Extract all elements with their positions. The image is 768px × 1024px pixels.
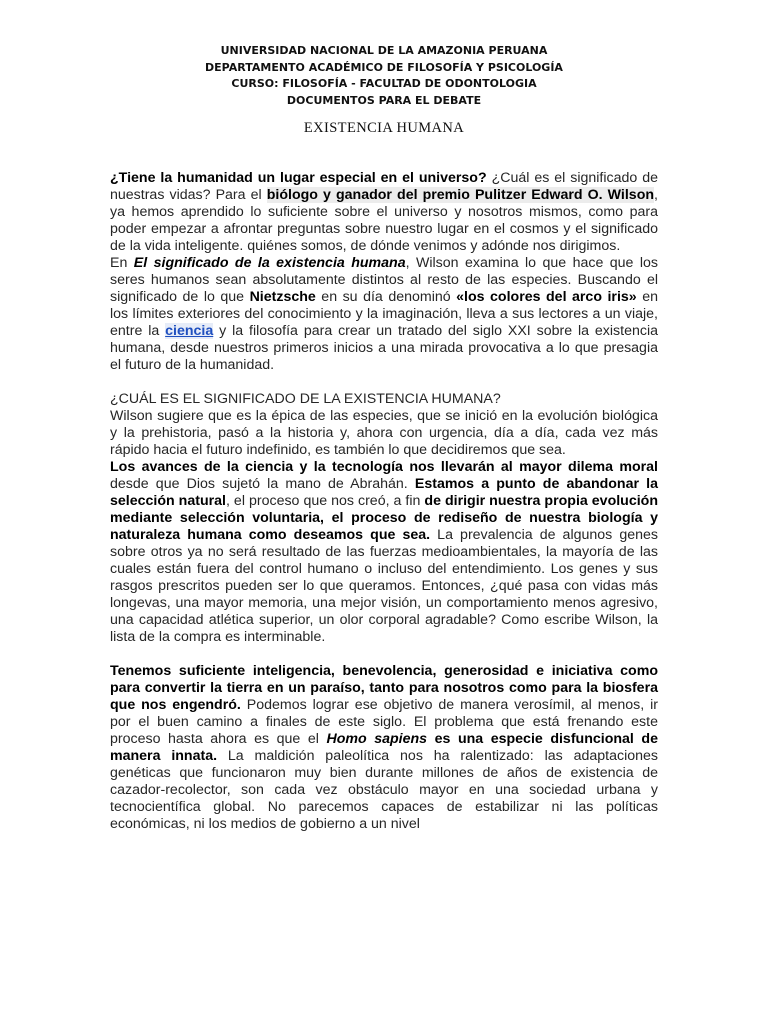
p5-bold-c: de dirigir nuestra propia evolución mediante selección voluntaria, el proceso de rediseño de nuestra biología y naturaleza humana como deseamos que sea. xyxy=(110,493,659,543)
header-university: UNIVERSIDAD NACIONAL DE LA AMAZONIA PERUANA xyxy=(220,44,548,57)
p2-text-d: en los límites exteriores del conocimiento y la imaginación, lleva a sus lectores a un viaje, entre la xyxy=(110,289,658,339)
p2-text-e: y la filosofía para crear un tratado del siglo XXI sobre la existencia humana, desde nuestros primeros inicios a una mirada provocativa a lo que presagia el futuro de la humanidad. xyxy=(110,323,658,373)
paragraph-2 xyxy=(110,255,658,374)
document-body xyxy=(110,170,658,833)
paragraph-4: Wilson sugiere que es la épica de las especies, que se inició en la evolución biológica y la prehistoria, pasó a la historia y, ahora con urgencia, día a día, cada vez más rápido hacia el futuro indefinido, es también lo que decidiremos que sea. xyxy=(110,408,658,458)
section-heading: ¿CUÁL ES EL SIGNIFICADO DE LA EXISTENCIA HUMANA? xyxy=(110,391,501,407)
p5-bold-a: Los avances de la ciencia y la tecnología nos llevarán al mayor dilema moral xyxy=(110,459,658,475)
p1-question: ¿Tiene la humanidad un lugar especial en el universo? xyxy=(110,170,487,186)
paragraph-1 xyxy=(110,170,658,255)
p2-nietzsche: Nietzsche xyxy=(249,289,316,305)
p1-author: biólogo y ganador del premio Pulitzer Edward O. Wilson xyxy=(266,187,655,203)
paragraph-5 xyxy=(110,459,658,646)
header-department: DEPARTAMENTO ACADÉMICO DE FILOSOFÍA Y PSICOLOGÍA xyxy=(205,60,563,74)
p2-text-c: en su día denominó xyxy=(315,289,457,305)
header-course: CURSO: FILOSOFÍA - FACULTAD DE ODONTOLOGIA xyxy=(231,77,537,90)
paragraph-6 xyxy=(110,663,658,833)
document-header xyxy=(0,43,768,109)
p2-quote: «los colores del arco iris» xyxy=(456,289,637,305)
p2-text-b: , Wilson examina lo que hace que los seres humanos sean absolutamente distintos al resto de las especies. Buscando el significado de lo que xyxy=(110,255,659,305)
p6-text-b: La maldición paleolítica nos ha ralentizado: las adaptaciones genéticas que funcionaron muy bien durante millones de años de existencia de cazador-recolector, son cada vez obstáculo mayor en una sociedad urbana y tecnocientífica global. No parecemos capaces de estabilizar ni las políticas económicas, ni los medios de gobierno a un nivel xyxy=(110,748,658,832)
document-title: EXISTENCIA HUMANA xyxy=(303,120,465,136)
p6-bold-a: Tenemos suficiente inteligencia, benevolencia, generosidad e iniciativa como para convertir la tierra en un paraíso, tanto para nosotros como para la biosfera que nos engendró. xyxy=(110,663,658,713)
ciencia-link[interactable]: ciencia xyxy=(165,323,214,339)
header-subtitle: DOCUMENTOS PARA EL DEBATE xyxy=(286,93,482,107)
p2-text-a: En xyxy=(110,255,134,271)
p1-text-b: , ya hemos aprendido lo suficiente sobre el universo y nosotros mismos, como para poder empezar a afrontar preguntas sobre nuestro lugar en el cosmos y el significado de la vida inteligente. quiénes somos, de dónde venimos y adónde nos dirigimos. xyxy=(110,187,658,254)
p5-text-c: La prevalencia de algunos genes sobre otros ya no será resultado de las fuerzas medioambientales, la mayoría de las cuales están fuera del control humano o incluso del entendimiento. Los genes y sus rasgos prescritos pueden ser lo que queramos. Entonces, ¿qué pasa con vidas más longevas, una mayor memoria, una mejor visión, un comportamiento menos agresivo, una capacidad atlética superior, un olor corporal agradable? Como escribe Wilson, la lista de la compra es interminable. xyxy=(110,527,659,645)
p5-text-a: desde que Dios sujetó la mano de Abrahán. xyxy=(110,476,415,492)
p5-text-b: , el proceso que nos creó, a fin xyxy=(225,493,425,509)
p5-bold-b: Estamos a punto de abandonar la selección natural xyxy=(110,476,658,509)
p1-text-a: ¿Cuál es el significado de nuestras vidas? Para el xyxy=(110,170,658,203)
p6-homo-sapiens: Homo sapiens xyxy=(326,731,428,747)
p6-text-a: Podemos lograr ese objetivo de manera verosímil, al menos, ir por el buen camino a finales de este siglo. El problema que está frenando este proceso hasta ahora es que el xyxy=(110,697,659,747)
p6-bold-b: es una especie disfuncional de manera innata. xyxy=(110,731,658,764)
p2-book-title: El significado de la existencia humana xyxy=(133,255,406,271)
